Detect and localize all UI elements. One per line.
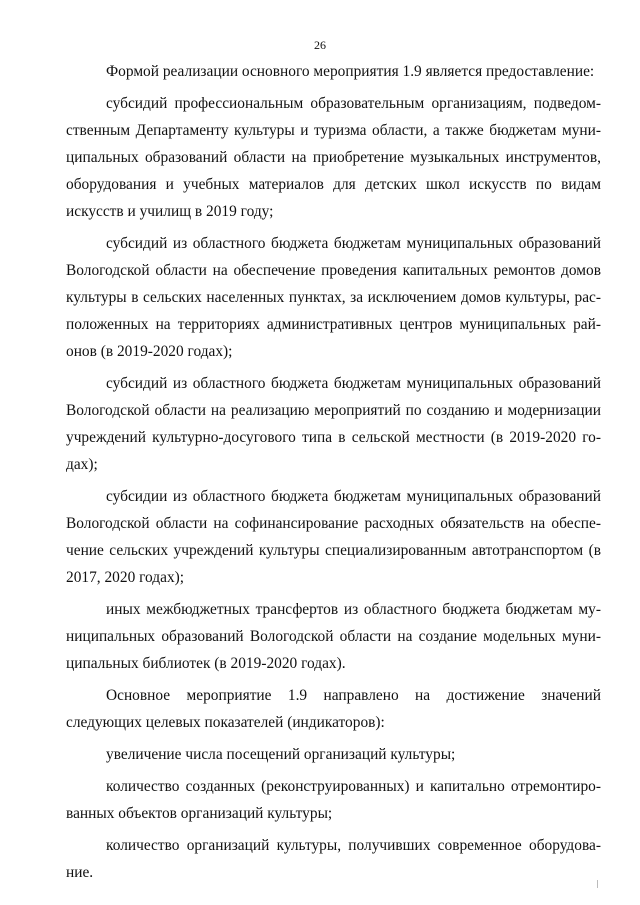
- document-body: [66, 58, 601, 891]
- paragraph-intro: Формой реализации основного мероприятия 1.9 является предоставление:: [106, 63, 595, 80]
- paragraph-indicators-intro: Основное мероприятие 1.9 направлено на достижение значений следующих целевых показателей (индикаторов):: [66, 687, 601, 731]
- paragraph-subsidy-modernization: субсидий из областного бюджета бюджетам муниципальных образований Вологодской области на реализацию мероприятий по созданию и модернизации учреждений культурно-досугового типа в сельской местности (в 2019-2020 годах);: [66, 375, 601, 473]
- paragraph-indicator-objects: количество созданных (реконструированных) и капитально отремонтированных объектов организаций культуры;: [66, 778, 601, 822]
- paragraph-transfers-libraries: иных межбюджетных трансфертов из областного бюджета бюджетам муниципальных образований Вологодской области на создание модельных муниципальных библиотек (в 2019-2020 годах).: [66, 601, 601, 672]
- paragraph-subsidy-education: субсидий профессиональным образовательным организациям, подведомственным Департаменту культуры и туризма области, а также бюджетам муниципальных образований области на приобретение музыкальных инструментов, оборудования и учебных материалов для детских школ искусств по видам искусств и училищ в 2019 году;: [66, 95, 601, 220]
- scan-mark: [597, 880, 598, 888]
- paragraph-indicator-equipment: количество организаций культуры, получивших современное оборудование.: [66, 837, 601, 881]
- paragraph-indicator-visits: увеличение числа посещений организаций культуры;: [106, 746, 456, 763]
- paragraph-subsidy-repairs: субсидий из областного бюджета бюджетам муниципальных образований Вологодской области на обеспечение проведения капитальных ремонтов домов культуры в сельских населенных пунктах, за исключением домов культуры, расположенных на территориях административных центров муниципальных районов (в 2019-2020 годах);: [66, 235, 601, 360]
- paragraph-subsidy-transport: субсидии из областного бюджета бюджетам муниципальных образований Вологодской области на софинансирование расходных обязательств на обеспечение сельских учреждений культуры специализированным автотранспортом (в 2017, 2020 годах);: [66, 488, 601, 586]
- page-number: 26: [314, 38, 326, 52]
